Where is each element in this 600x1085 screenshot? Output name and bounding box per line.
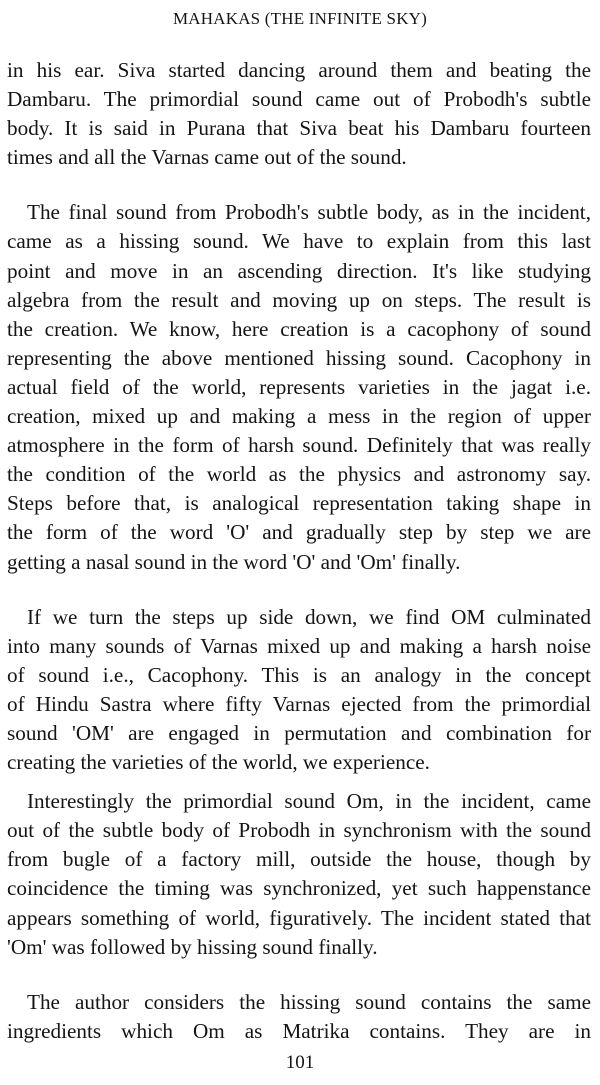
- text-line: appears something of world, figuratively. The incident stated that: [7, 905, 591, 930]
- text-line: of Hindu Sastra where fifty Varnas ejected from the primordial: [7, 691, 591, 716]
- paragraph-2: [7, 198, 591, 576]
- text-line: out of the subtle body of Probodh in synchronism with the sound: [7, 818, 591, 843]
- text-line: Dambaru. The primordial sound came out of Probodh's subtle: [7, 87, 591, 112]
- text-line: The final sound from Probodh's subtle body, as in the incident,: [27, 200, 591, 225]
- paragraph-5: [7, 988, 591, 1046]
- text-line: actual field of the world, represents varieties in the jagat i.e.: [7, 374, 591, 399]
- page-number: 101: [285, 1052, 315, 1073]
- text-line: body. It is said in Purana that Siva beat his Dambaru fourteen: [7, 116, 591, 141]
- text-line: from bugle of a factory mill, outside the house, though by: [7, 847, 591, 872]
- text-line: Interestingly the primordial sound Om, in the incident, came: [27, 789, 591, 814]
- text-line: 'Om' was followed by hissing sound finally.: [7, 934, 378, 959]
- paragraph-3: [7, 603, 591, 778]
- text-line: times and all the Varnas came out of the sound.: [7, 145, 407, 170]
- text-line: The author considers the hissing sound contains the same: [27, 989, 591, 1014]
- page-body: [7, 56, 591, 1046]
- text-line: Steps before that, is analogical representation taking shape in: [7, 491, 591, 516]
- text-line: atmosphere in the form of harsh sound. Definitely that was really: [7, 433, 591, 458]
- text-line: creating the varieties of the world, we experience.: [7, 750, 430, 775]
- paragraph-4: [7, 787, 591, 962]
- text-line: into many sounds of Varnas mixed up and making a harsh noise: [7, 633, 591, 658]
- text-line: the condition of the world as the physics and astronomy say.: [7, 462, 591, 487]
- text-line: the creation. We know, here creation is a cacophony of sound: [7, 316, 591, 341]
- text-line: point and move in an ascending direction. It's like studying: [7, 258, 591, 283]
- text-line: coincidence the timing was synchronized, yet such happenstance: [7, 876, 591, 901]
- text-line: If we turn the steps up side down, we find OM culminated: [27, 604, 591, 629]
- text-line: representing the above mentioned hissing sound. Cacophony in: [7, 345, 591, 370]
- text-line: the form of the word 'O' and gradually step by step we are: [7, 520, 591, 545]
- text-line: creation, mixed up and making a mess in the region of upper: [7, 404, 591, 429]
- text-line: algebra from the result and moving up on steps. The result is: [7, 287, 591, 312]
- text-line: of sound i.e., Cacophony. This is an analogy in the concept: [7, 662, 591, 687]
- text-line: ingredients which Om as Matrika contains. They are in: [7, 1018, 591, 1043]
- text-line: getting a nasal sound in the word 'O' and 'Om' finally.: [7, 549, 461, 574]
- text-line: came as a hissing sound. We have to explain from this last: [7, 229, 591, 254]
- running-header: MAHAKAS (THE INFINITE SKY): [172, 9, 428, 28]
- paragraph-1: [7, 56, 591, 172]
- text-line: sound 'OM' are engaged in permutation and combination for: [7, 720, 591, 745]
- text-line: in his ear. Siva started dancing around them and beating the: [7, 58, 591, 82]
